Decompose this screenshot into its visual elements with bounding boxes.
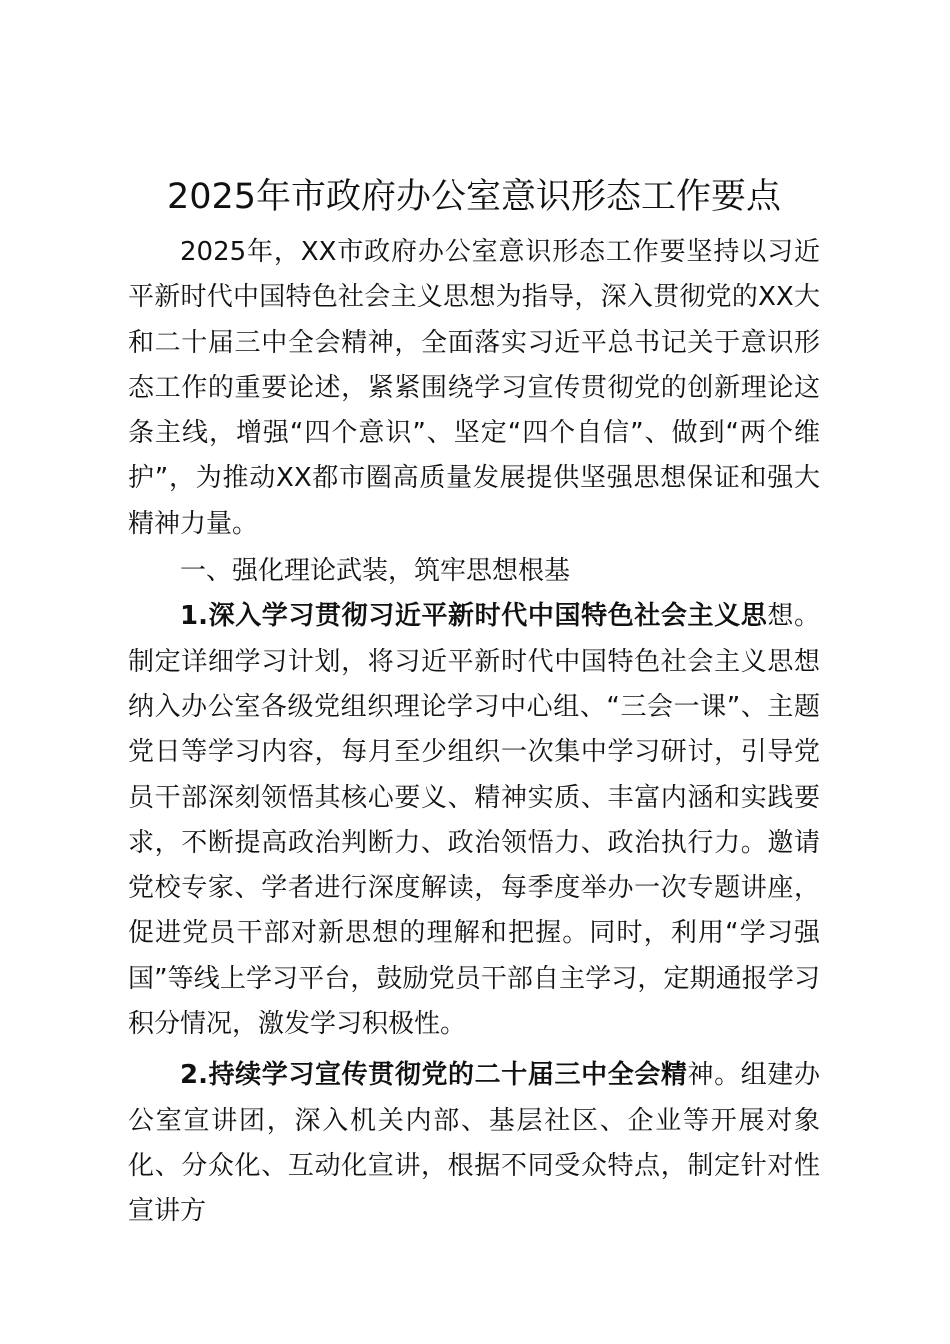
item-paragraph-2 xyxy=(128,1053,820,1234)
item-body-1: 想。制定详细学习计划，将习近平新时代中国特色社会主义思想纳入办公室各级党组织理论学习中心组、“三会一课”、主题党日等学习内容，每月至少组织一次集中学习研讨，引导党员干部深刻领悟其核心要义、精神实质、丰富内涵和实践要求，不断提高政治判断力、政治领悟力、政治执行力。邀请党校专家、学者进行深度解读，每季度举办一次专题讲座，促进党员干部对新思想的理解和把握。同时，利用“学习强国”等线上学习平台，鼓励党员干部自主学习，定期通报学习积分情况，激发学习积极性。 xyxy=(128,601,820,1040)
document-title: 2025年市政府办公室意识形态工作要点 xyxy=(166,177,782,217)
item-heading-2: 2.持续学习宣传贯彻党的二十届三中全会精 xyxy=(180,1060,688,1091)
item-paragraph-1 xyxy=(128,594,820,1047)
document-page xyxy=(128,172,820,1235)
section-heading-1: 一、强化理论武装，筑牢思想根基 xyxy=(180,556,571,587)
item-heading-1: 1.深入学习贯彻习近平新时代中国特色社会主义思 xyxy=(180,601,768,632)
item-body-2: 神。组建办公室宣讲团，深入机关内部、基层社区、企业等开展对象化、分众化、互动化宣讲，根据不同受众特点，制定针对性宣讲方 xyxy=(128,1060,820,1227)
intro-paragraph: 2025年，XX市政府办公室意识形态工作要坚持以习近平新时代中国特色社会主义思想为指导，深入贯彻党的XX大和二十届三中全会精神，全面落实习近平总书记关于意识形态工作的重要论述，紧紧围绕学习宣传贯彻党的创新理论这条主线，增强“四个意识”、坚定“四个自信”、做到“两个维护”，为推动XX都市圈高质量发展提供坚强思想保证和强大精神力量。 xyxy=(128,237,820,539)
